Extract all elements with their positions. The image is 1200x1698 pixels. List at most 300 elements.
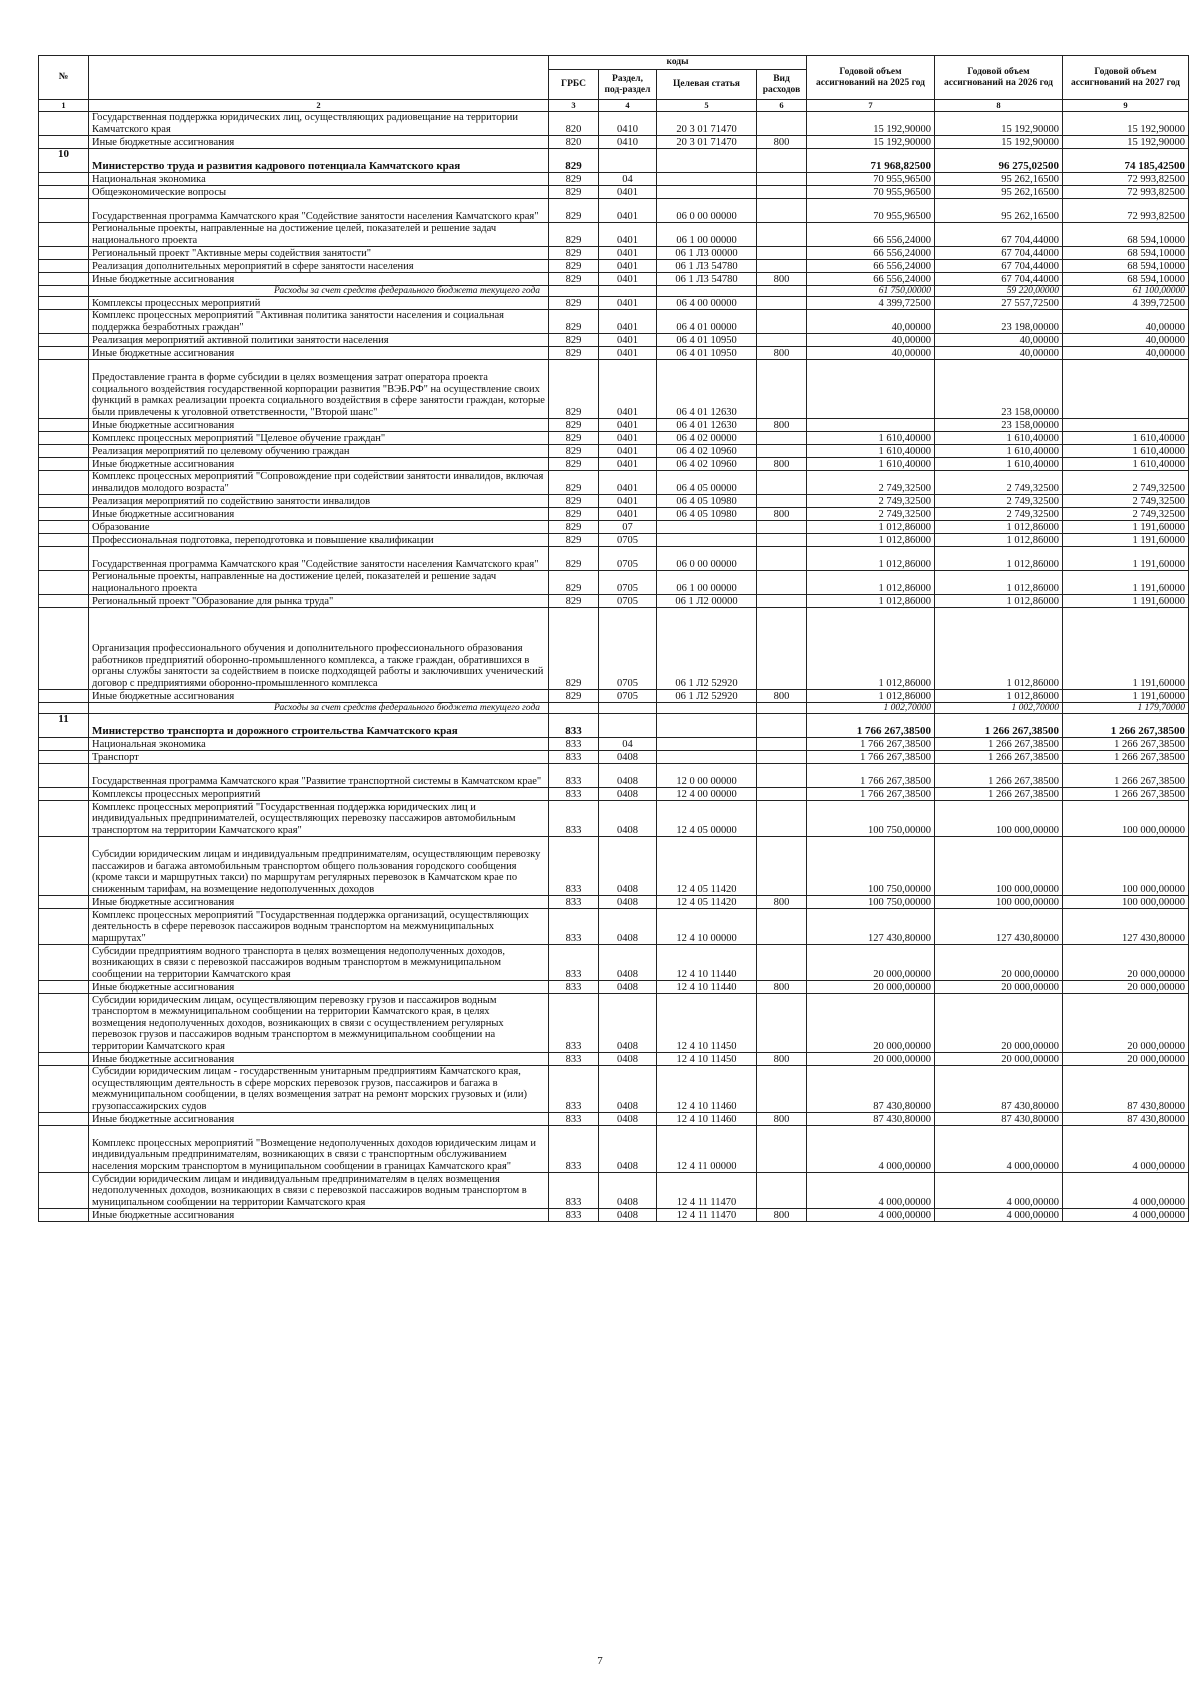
table-row	[39, 981, 1189, 994]
amount-2026: 1 012,86000	[935, 547, 1063, 571]
grbs-code: 833	[549, 981, 599, 994]
target-article-code: 06 4 05 10980	[657, 495, 757, 508]
column-number-row	[39, 100, 1189, 112]
target-article-code	[657, 738, 757, 751]
expense-type-code	[757, 547, 807, 571]
grbs-code: 829	[549, 458, 599, 471]
grbs-code: 829	[549, 690, 599, 703]
section-code: 0408	[599, 945, 657, 981]
section-code: 0401	[599, 419, 657, 432]
amount-2025: 1 012,86000	[807, 595, 935, 608]
row-name: Транспорт	[89, 751, 549, 764]
amount-2026: 20 000,00000	[935, 981, 1063, 994]
row-number-empty	[39, 690, 89, 703]
expense-type-code	[757, 994, 807, 1053]
target-article-code	[657, 703, 757, 714]
amount-2027: 1 266 267,38500	[1063, 751, 1189, 764]
table-row	[39, 801, 1189, 837]
amount-2025: 40,00000	[807, 310, 935, 334]
target-article-code: 12 4 05 11420	[657, 896, 757, 909]
row-name: Национальная экономика	[89, 738, 549, 751]
row-name: Общеэкономические вопросы	[89, 186, 549, 199]
row-number-empty	[39, 445, 89, 458]
row-number-empty	[39, 521, 89, 534]
amount-2027: 15 192,90000	[1063, 136, 1189, 149]
section-code: 0401	[599, 360, 657, 419]
amount-2025: 87 430,80000	[807, 1113, 935, 1126]
grbs-code: 833	[549, 714, 599, 738]
expense-type-code	[757, 945, 807, 981]
section-code: 0401	[599, 247, 657, 260]
target-article-code	[657, 521, 757, 534]
amount-2025: 100 750,00000	[807, 837, 935, 896]
target-article-code: 06 1 00 00000	[657, 571, 757, 595]
section-code: 0401	[599, 458, 657, 471]
row-number-empty	[39, 360, 89, 419]
amount-2025: 66 556,24000	[807, 260, 935, 273]
amount-2025: 100 750,00000	[807, 896, 935, 909]
header-no: №	[39, 56, 89, 100]
target-article-code: 06 1 Л3 54780	[657, 273, 757, 286]
table-row	[39, 458, 1189, 471]
amount-2026: 4 000,00000	[935, 1209, 1063, 1222]
target-article-code: 06 4 01 12630	[657, 360, 757, 419]
amount-2026: 20 000,00000	[935, 994, 1063, 1053]
target-article-code: 06 4 00 00000	[657, 297, 757, 310]
grbs-code: 829	[549, 571, 599, 595]
expense-type-code	[757, 310, 807, 334]
table-row	[39, 1173, 1189, 1209]
row-number-empty	[39, 419, 89, 432]
amount-2026: 23 158,00000	[935, 360, 1063, 419]
amount-2027: 68 594,10000	[1063, 273, 1189, 286]
row-name: Иные бюджетные ассигнования	[89, 419, 549, 432]
amount-2025: 1 002,70000	[807, 703, 935, 714]
amount-2025: 1 766 267,38500	[807, 751, 935, 764]
target-article-code: 06 4 01 12630	[657, 419, 757, 432]
grbs-code: 833	[549, 764, 599, 788]
amount-2027	[1063, 419, 1189, 432]
target-article-code: 06 1 Л2 52920	[657, 690, 757, 703]
expense-type-code: 800	[757, 347, 807, 360]
target-article-code: 12 4 11 11470	[657, 1173, 757, 1209]
expense-type-code: 800	[757, 419, 807, 432]
section-code: 0408	[599, 1113, 657, 1126]
target-article-code	[657, 534, 757, 547]
header-name	[89, 56, 549, 100]
target-article-code: 06 1 Л3 54780	[657, 260, 757, 273]
amount-2027: 1 179,70000	[1063, 703, 1189, 714]
expense-type-code	[757, 801, 807, 837]
target-article-code: 12 4 10 00000	[657, 909, 757, 945]
target-article-code: 06 1 00 00000	[657, 223, 757, 247]
expense-type-code	[757, 432, 807, 445]
table-row	[39, 471, 1189, 495]
row-name: Образование	[89, 521, 549, 534]
header-grbs: ГРБС	[549, 70, 599, 100]
target-article-code	[657, 286, 757, 297]
grbs-code: 829	[549, 223, 599, 247]
amount-2026: 1 610,40000	[935, 458, 1063, 471]
amount-2025: 1 012,86000	[807, 608, 935, 690]
row-number-empty	[39, 764, 89, 788]
table-row	[39, 595, 1189, 608]
expense-type-code	[757, 247, 807, 260]
amount-2026: 100 000,00000	[935, 837, 1063, 896]
expense-type-code: 800	[757, 1209, 807, 1222]
table-row	[39, 136, 1189, 149]
amount-2027: 4 000,00000	[1063, 1173, 1189, 1209]
section-code: 0705	[599, 690, 657, 703]
row-name: Профессиональная подготовка, переподготовка и повышение квалификации	[89, 534, 549, 547]
row-number-empty	[39, 801, 89, 837]
amount-2025: 2 749,32500	[807, 495, 935, 508]
amount-2027: 1 191,60000	[1063, 521, 1189, 534]
grbs-code: 833	[549, 751, 599, 764]
amount-2026: 1 266 267,38500	[935, 764, 1063, 788]
grbs-code: 829	[549, 471, 599, 495]
column-number: 9	[1063, 100, 1189, 112]
row-number-empty	[39, 896, 89, 909]
target-article-code: 12 4 10 11450	[657, 1053, 757, 1066]
section-code: 0401	[599, 223, 657, 247]
target-article-code: 12 4 11 11470	[657, 1209, 757, 1222]
header-codes: коды	[549, 56, 807, 70]
section-code: 0401	[599, 260, 657, 273]
section-code: 0401	[599, 445, 657, 458]
grbs-code: 833	[549, 1066, 599, 1113]
amount-2026: 1 266 267,38500	[935, 714, 1063, 738]
expense-type-code	[757, 714, 807, 738]
amount-2025: 15 192,90000	[807, 112, 935, 136]
amount-2025: 1 012,86000	[807, 547, 935, 571]
row-number-empty	[39, 432, 89, 445]
table-body	[39, 112, 1189, 1222]
row-name: Комплексы процессных мероприятий	[89, 297, 549, 310]
target-article-code: 06 0 00 00000	[657, 547, 757, 571]
budget-sheet	[38, 55, 1188, 1222]
amount-2027: 2 749,32500	[1063, 471, 1189, 495]
row-number-empty	[39, 273, 89, 286]
expense-type-code	[757, 1066, 807, 1113]
grbs-code: 833	[549, 788, 599, 801]
target-article-code: 20 3 01 71470	[657, 136, 757, 149]
amount-2027: 100 000,00000	[1063, 837, 1189, 896]
amount-2026: 95 262,16500	[935, 199, 1063, 223]
amount-2027: 61 100,00000	[1063, 286, 1189, 297]
amount-2025: 100 750,00000	[807, 801, 935, 837]
amount-2027: 100 000,00000	[1063, 801, 1189, 837]
target-article-code: 06 1 Л3 00000	[657, 247, 757, 260]
row-number-empty	[39, 945, 89, 981]
expense-type-code: 800	[757, 136, 807, 149]
amount-2027: 20 000,00000	[1063, 945, 1189, 981]
grbs-code: 833	[549, 1209, 599, 1222]
expense-type-code: 800	[757, 508, 807, 521]
amount-2025: 40,00000	[807, 347, 935, 360]
row-name: Предоставление гранта в форме субсидии в целях возмещения затрат оператора проекта социального воздействия государственной корпорации развития "ВЭБ.РФ" на осуществление своих функций в рамках реализации проекта социального воздействия в сфере занятости граждан, которые были привлечены к уголовной ответственности, "Второй шанс"	[89, 360, 549, 419]
amount-2026: 87 430,80000	[935, 1113, 1063, 1126]
expense-type-code	[757, 788, 807, 801]
expense-type-code	[757, 608, 807, 690]
amount-2026: 95 262,16500	[935, 173, 1063, 186]
target-article-code: 12 4 10 11460	[657, 1113, 757, 1126]
row-name: Региональный проект "Образование для рынка труда"	[89, 595, 549, 608]
section-code: 0401	[599, 495, 657, 508]
section-code: 0705	[599, 571, 657, 595]
amount-2027: 87 430,80000	[1063, 1066, 1189, 1113]
row-number-empty	[39, 1053, 89, 1066]
row-name: Реализация мероприятий по содействию занятости инвалидов	[89, 495, 549, 508]
expense-type-code	[757, 149, 807, 173]
row-name: Национальная экономика	[89, 173, 549, 186]
row-name: Реализация мероприятий по целевому обучению граждан	[89, 445, 549, 458]
grbs-code: 833	[549, 1173, 599, 1209]
row-name: Министерство труда и развития кадрового потенциала Камчатского края	[89, 149, 549, 173]
expense-type-code	[757, 286, 807, 297]
grbs-code: 833	[549, 801, 599, 837]
amount-2026: 67 704,44000	[935, 223, 1063, 247]
expense-type-code	[757, 334, 807, 347]
section-code: 0401	[599, 508, 657, 521]
amount-2027: 40,00000	[1063, 334, 1189, 347]
table-row	[39, 223, 1189, 247]
column-number: 6	[757, 100, 807, 112]
expense-type-code	[757, 223, 807, 247]
row-number-empty	[39, 173, 89, 186]
row-name: Иные бюджетные ассигнования	[89, 1053, 549, 1066]
amount-2026: 67 704,44000	[935, 273, 1063, 286]
column-number: 7	[807, 100, 935, 112]
amount-2025: 1 610,40000	[807, 432, 935, 445]
row-number-empty	[39, 495, 89, 508]
row-number-empty	[39, 347, 89, 360]
amount-2027: 2 749,32500	[1063, 495, 1189, 508]
page-number: 7	[597, 1655, 603, 1667]
grbs-code: 829	[549, 260, 599, 273]
table-row	[39, 445, 1189, 458]
target-article-code: 12 0 00 00000	[657, 764, 757, 788]
amount-2025: 1 012,86000	[807, 521, 935, 534]
amount-2025: 2 749,32500	[807, 508, 935, 521]
row-name: Комплекс процессных мероприятий "Государственная поддержка организаций, осуществляющих деятельность в сфере перевозок пассажиров водным транспортом на межмуниципальных маршрутах"	[89, 909, 549, 945]
amount-2027: 87 430,80000	[1063, 1113, 1189, 1126]
amount-2025: 4 000,00000	[807, 1173, 935, 1209]
section-code: 0410	[599, 112, 657, 136]
amount-2026: 1 012,86000	[935, 534, 1063, 547]
target-article-code: 12 4 05 00000	[657, 801, 757, 837]
grbs-code: 829	[549, 273, 599, 286]
expense-type-code	[757, 297, 807, 310]
section-code	[599, 149, 657, 173]
amount-2026: 15 192,90000	[935, 136, 1063, 149]
expense-type-code: 800	[757, 458, 807, 471]
amount-2025: 127 430,80000	[807, 909, 935, 945]
section-code: 0408	[599, 751, 657, 764]
grbs-code	[549, 703, 599, 714]
expense-type-code	[757, 521, 807, 534]
amount-2026: 27 557,72500	[935, 297, 1063, 310]
target-article-code: 06 4 05 10980	[657, 508, 757, 521]
grbs-code: 829	[549, 297, 599, 310]
table-row	[39, 360, 1189, 419]
target-article-code: 20 3 01 71470	[657, 112, 757, 136]
table-row	[39, 347, 1189, 360]
row-number-empty	[39, 1173, 89, 1209]
row-number: 11	[39, 714, 89, 738]
table-row	[39, 112, 1189, 136]
expense-type-code	[757, 471, 807, 495]
amount-2025: 20 000,00000	[807, 945, 935, 981]
section-code: 0401	[599, 273, 657, 286]
expense-type-code: 800	[757, 981, 807, 994]
row-number-empty	[39, 751, 89, 764]
grbs-code: 833	[549, 945, 599, 981]
section-code: 0401	[599, 471, 657, 495]
section-code: 04	[599, 173, 657, 186]
row-number-empty	[39, 909, 89, 945]
grbs-code: 833	[549, 1053, 599, 1066]
federal-budget-row	[39, 703, 1189, 714]
amount-2026: 1 266 267,38500	[935, 788, 1063, 801]
row-number-empty	[39, 286, 89, 297]
section-code: 0408	[599, 909, 657, 945]
section-code: 0408	[599, 1053, 657, 1066]
amount-2026: 67 704,44000	[935, 260, 1063, 273]
target-article-code: 12 4 10 11450	[657, 994, 757, 1053]
amount-2026: 1 012,86000	[935, 571, 1063, 595]
target-article-code: 12 4 10 11440	[657, 981, 757, 994]
table-row	[39, 788, 1189, 801]
amount-2027: 72 993,82500	[1063, 186, 1189, 199]
row-name: Государственная программа Камчатского края "Содействие занятости населения Камчатского края"	[89, 199, 549, 223]
row-name: Государственная поддержка юридических лиц, осуществляющих радиовещание на территории Камчатского края	[89, 112, 549, 136]
row-name: Организация профессионального обучения и дополнительного профессионального образования работников предприятий оборонно-промышленного комплекса, а также граждан, обратившихся в органы службы занятости за содействием в поиске подходящей работы и заключивших ученический договор с предприятиями оборонно-промышленного комплекса	[89, 608, 549, 690]
table-row	[39, 751, 1189, 764]
table-row	[39, 738, 1189, 751]
row-number-empty	[39, 310, 89, 334]
row-number-empty	[39, 738, 89, 751]
amount-2026: 1 610,40000	[935, 432, 1063, 445]
row-name: Иные бюджетные ассигнования	[89, 690, 549, 703]
column-number: 4	[599, 100, 657, 112]
row-name: Региональный проект "Активные меры содействия занятости"	[89, 247, 549, 260]
header-2027: Годовой объем ассигнований на 2027 год	[1063, 56, 1189, 100]
row-number-empty	[39, 260, 89, 273]
target-article-code	[657, 149, 757, 173]
row-number-empty	[39, 547, 89, 571]
row-name: Иные бюджетные ассигнования	[89, 1113, 549, 1126]
table-row	[39, 310, 1189, 334]
row-name: Расходы за счет средств федерального бюджета текущего года	[89, 703, 549, 714]
table-row	[39, 571, 1189, 595]
grbs-code	[549, 286, 599, 297]
table-row	[39, 521, 1189, 534]
expense-type-code	[757, 534, 807, 547]
amount-2026: 1 012,86000	[935, 690, 1063, 703]
column-number: 1	[39, 100, 89, 112]
table-row	[39, 247, 1189, 260]
row-number-empty	[39, 994, 89, 1053]
expense-type-code	[757, 173, 807, 186]
grbs-code: 829	[549, 547, 599, 571]
expense-type-code: 800	[757, 896, 807, 909]
row-name: Расходы за счет средств федерального бюджета текущего года	[89, 286, 549, 297]
amount-2026: 2 749,32500	[935, 495, 1063, 508]
section-code: 0705	[599, 608, 657, 690]
amount-2026: 59 220,00000	[935, 286, 1063, 297]
row-number-empty	[39, 534, 89, 547]
amount-2027: 74 185,42500	[1063, 149, 1189, 173]
amount-2026: 100 000,00000	[935, 896, 1063, 909]
amount-2025: 2 749,32500	[807, 471, 935, 495]
amount-2027: 68 594,10000	[1063, 247, 1189, 260]
amount-2027: 2 749,32500	[1063, 508, 1189, 521]
row-number-empty	[39, 1113, 89, 1126]
expense-type-code	[757, 1173, 807, 1209]
section-code: 0408	[599, 788, 657, 801]
row-name: Государственная программа Камчатского края "Содействие занятости населения Камчатского края"	[89, 547, 549, 571]
amount-2027: 68 594,10000	[1063, 260, 1189, 273]
amount-2025: 1 610,40000	[807, 458, 935, 471]
row-name: Субсидии юридическим лицам и индивидуальным предпринимателям, осуществляющим перевозку пассажиров и багажа автомобильным транспортом общего пользования городского сообщения (кроме такси и маршрутных такси) по маршрутам регулярных перевозок в Камчатском крае по сниженным тарифам, на возмещение недополученных доходов	[89, 837, 549, 896]
row-number-empty	[39, 112, 89, 136]
amount-2027: 1 610,40000	[1063, 458, 1189, 471]
section-code	[599, 703, 657, 714]
amount-2025: 70 955,96500	[807, 186, 935, 199]
grbs-code: 829	[549, 149, 599, 173]
amount-2025: 66 556,24000	[807, 273, 935, 286]
expense-type-code	[757, 837, 807, 896]
amount-2026: 67 704,44000	[935, 247, 1063, 260]
amount-2025: 70 955,96500	[807, 173, 935, 186]
expense-type-code	[757, 199, 807, 223]
amount-2027: 20 000,00000	[1063, 981, 1189, 994]
amount-2025: 1 012,86000	[807, 690, 935, 703]
amount-2027: 100 000,00000	[1063, 896, 1189, 909]
target-article-code: 06 4 01 10950	[657, 334, 757, 347]
amount-2025	[807, 419, 935, 432]
grbs-code: 829	[549, 432, 599, 445]
target-article-code: 06 0 00 00000	[657, 199, 757, 223]
section-code	[599, 286, 657, 297]
grbs-code: 829	[549, 419, 599, 432]
target-article-code: 06 4 01 00000	[657, 310, 757, 334]
amount-2026: 4 000,00000	[935, 1173, 1063, 1209]
target-article-code: 06 1 Л2 52920	[657, 608, 757, 690]
table-row	[39, 419, 1189, 432]
amount-2027: 40,00000	[1063, 347, 1189, 360]
grbs-code: 829	[549, 347, 599, 360]
row-name: Иные бюджетные ассигнования	[89, 896, 549, 909]
amount-2026: 23 198,00000	[935, 310, 1063, 334]
expense-type-code	[757, 703, 807, 714]
row-name: Иные бюджетные ассигнования	[89, 508, 549, 521]
table-row	[39, 608, 1189, 690]
table-row	[39, 260, 1189, 273]
amount-2026: 127 430,80000	[935, 909, 1063, 945]
amount-2027: 1 191,60000	[1063, 608, 1189, 690]
table-row	[39, 334, 1189, 347]
amount-2027: 20 000,00000	[1063, 1053, 1189, 1066]
section-code: 0408	[599, 1209, 657, 1222]
amount-2027: 20 000,00000	[1063, 994, 1189, 1053]
section-code: 0401	[599, 310, 657, 334]
amount-2026: 1 002,70000	[935, 703, 1063, 714]
target-article-code: 06 1 Л2 00000	[657, 595, 757, 608]
grbs-code: 829	[549, 595, 599, 608]
table-row	[39, 896, 1189, 909]
